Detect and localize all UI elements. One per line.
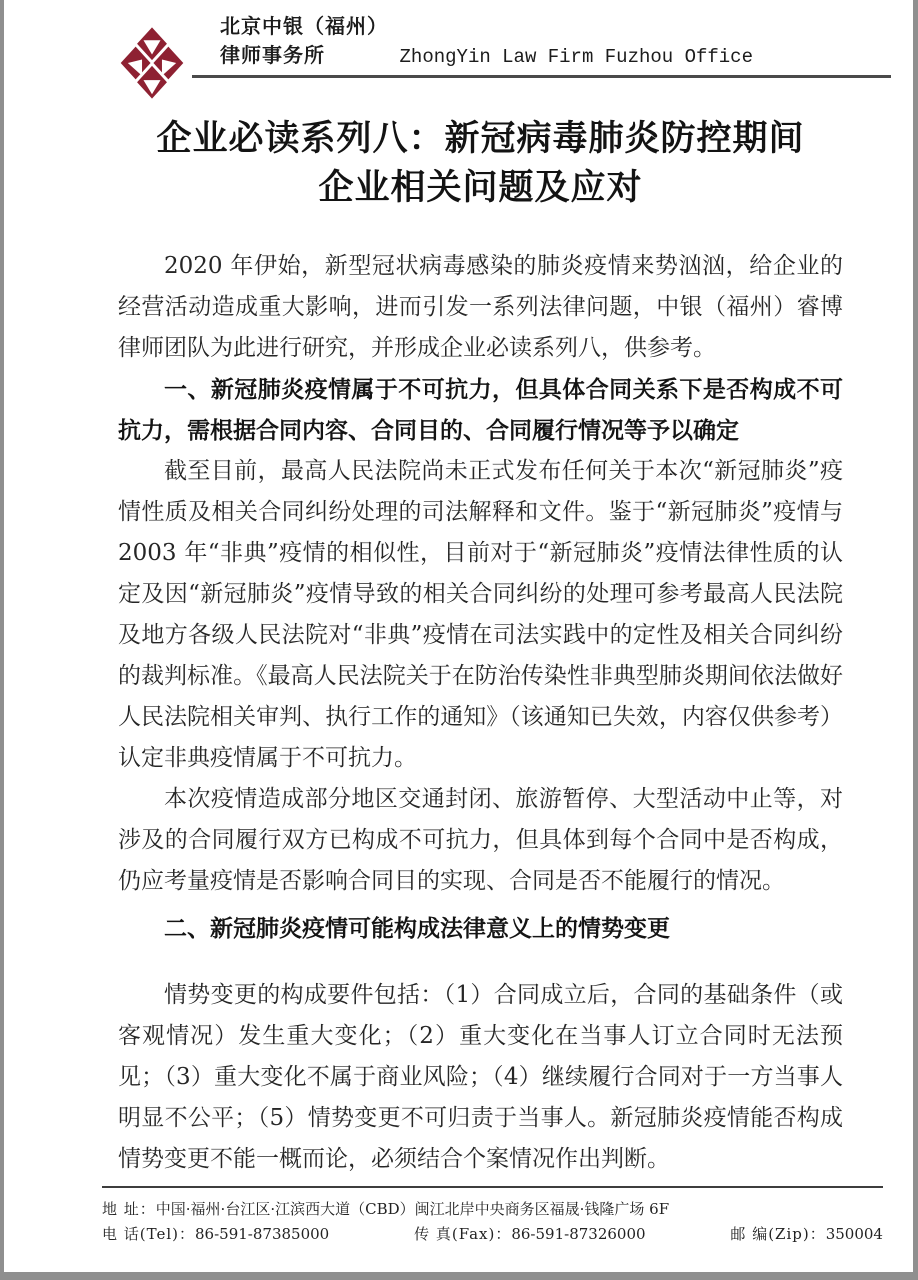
fax xyxy=(414,1222,645,1247)
footer-address-row xyxy=(102,1197,883,1222)
footer-contact-row xyxy=(102,1222,883,1247)
document-title-line1: 企业必读系列八：新冠病毒肺炎防控期间 xyxy=(156,119,805,158)
telephone xyxy=(102,1222,329,1247)
telephone-value: 86-591-87385000 xyxy=(195,1225,330,1243)
firm-name-cn: 北京中银（福州）律师事务所 xyxy=(220,14,388,67)
telephone-label: 电 话(Tel)： xyxy=(102,1225,195,1243)
section-heading-1: 一、新冠肺炎疫情属于不可抗力，但具体合同关系下是否构成不可抗力，需根据合同内容、合同目的、合同履行情况等予以确定 xyxy=(118,376,843,443)
zip xyxy=(730,1222,883,1247)
document-body xyxy=(118,246,843,1180)
letterhead-footer xyxy=(102,1186,883,1247)
address-label: 地 址： xyxy=(102,1200,156,1218)
firm-name-en: ZhongYin Law Firm Fuzhou Office xyxy=(399,46,753,68)
body-paragraph-sars: 截至目前，最高人民法院尚未正式发布任何关于本次“新冠肺炎”疫情性质及相关合同纠纷处理的司法解释和文件。鉴于“新冠肺炎”疫情与 2003 年“非典”疫情的相似性，目前对于“新冠肺炎”疫情法律性质的认定及因“新冠肺炎”疫情导致的相关合同纠纷的处理可参考最高人民法院及地方各级人民法院对“非典”疫情在司法实践中的定性及相关合同纠纷的裁判标准。《最高人民法院关于在防治传染性非典型肺炎期间依法做好人民法院相关审判、执行工作的通知》（该通知已失效，内容仅供参考）认定非典疫情属于不可抗力。 xyxy=(118,458,843,771)
zip-label: 邮 编(Zip)： xyxy=(730,1225,826,1243)
address-value: 中国·福州·台江区·江滨西大道（CBD）闽江北岸中央商务区福晟·钱隆广场 6F xyxy=(155,1200,670,1218)
letterhead-rule xyxy=(192,14,891,78)
document-title-line2: 企业相关问题及应对 xyxy=(318,168,643,207)
fax-label: 传 真(Fax)： xyxy=(414,1225,512,1243)
zip-value: 350004 xyxy=(825,1225,883,1243)
body-paragraph-force-majeure: 本次疫情造成部分地区交通封闭、旅游暂停、大型活动中止等，对涉及的合同履行双方已构成不可抗力，但具体到每个合同中是否构成，仍应考量疫情是否影响合同目的实现、合同是否不能履行的情况。 xyxy=(118,786,843,894)
body-paragraph-change-of-circumstances: 情势变更的构成要件包括：（1）合同成立后，合同的基础条件（或客观情况）发生重大变化；（2）重大变化在当事人订立合同时无法预见；（3）重大变化不属于商业风险；（4）继续履行合同对于一方当事人明显不公平；（5）情势变更不可归责于当事人。新冠肺炎疫情能否构成情势变更不能一概而论，必须结合个案情况作出判断。 xyxy=(118,982,843,1172)
body-paragraph-intro: 2020 年伊始，新型冠状病毒感染的肺炎疫情来势汹汹，给企业的经营活动造成重大影响，进而引发一系列法律问题，中银（福州）睿博律师团队为此进行研究，并形成企业必读系列八，供参考。 xyxy=(118,253,843,361)
document-page xyxy=(4,0,913,1272)
section-heading-2: 二、新冠肺炎疫情可能构成法律意义上的情势变更 xyxy=(164,915,670,941)
fax-value: 86-591-87326000 xyxy=(511,1225,646,1243)
law-firm-logo-icon xyxy=(116,26,188,100)
